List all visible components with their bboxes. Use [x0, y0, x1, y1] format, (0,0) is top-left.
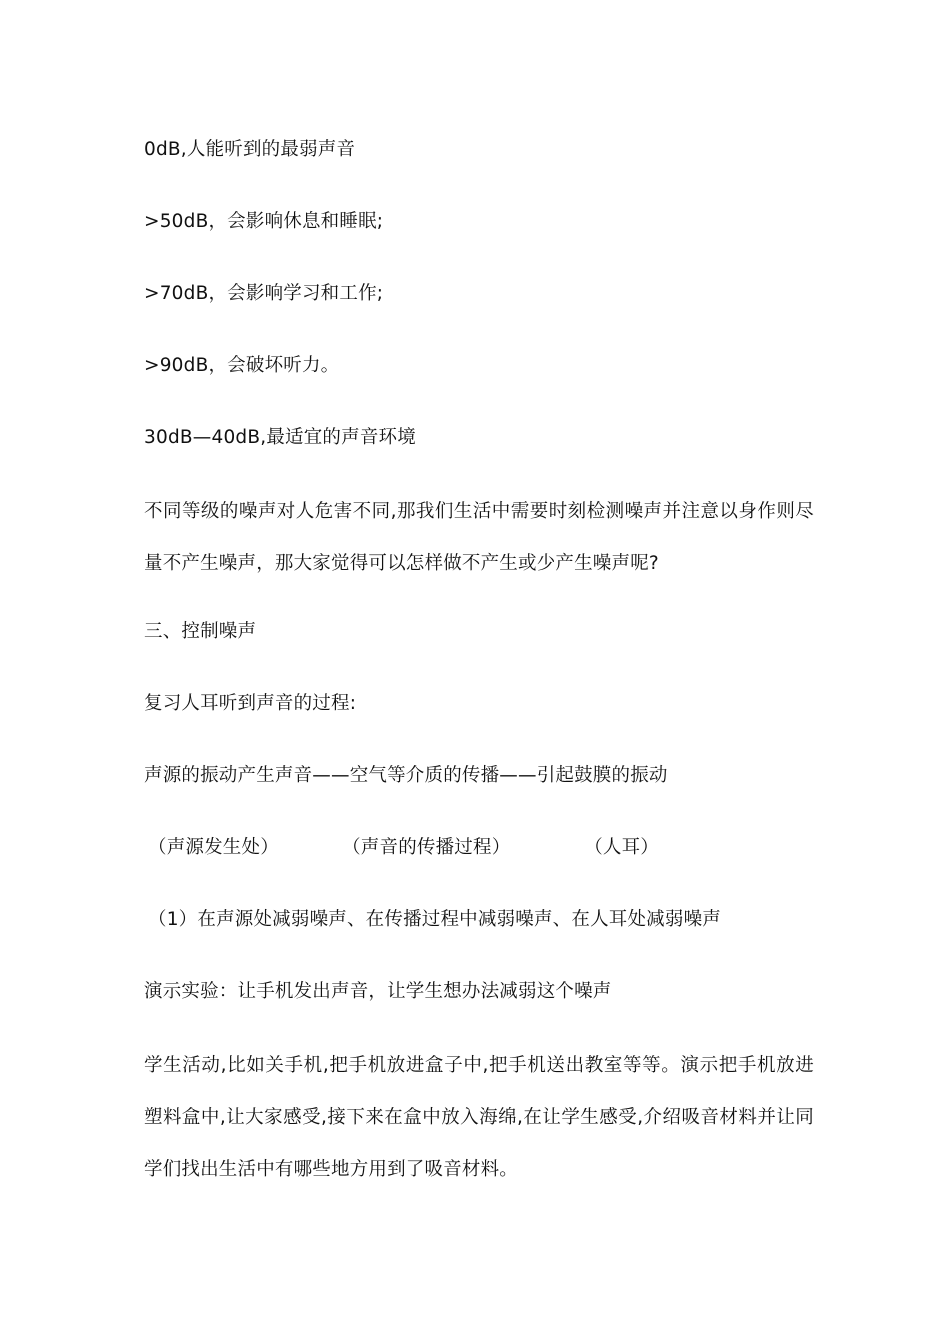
- process-labels-row: [148, 836, 659, 860]
- student-activity-paragraph: 学生活动,比如关手机,把手机放进盒子中,把手机送出教室等等。演示把手机放进塑料盒中,让大家感受,接下来在盒中放入海绵,在让学生感受,介绍吸音材料并让同学们找出生活中有哪些地方用到了吸音材料。: [144, 1055, 814, 1180]
- process-label-source: （声源发生处）: [148, 837, 279, 858]
- noise-harm-paragraph: 不同等级的噪声对人危害不同,那我们生活中需要时刻检测噪声并注意以身作则尽量不产生噪声，那大家觉得可以怎样做不产生或少产生噪声呢?: [144, 501, 814, 574]
- decibel-line-optimal: 30dB—40dB,最适宜的声音环境: [144, 427, 416, 448]
- decibel-line-0db: 0dB,人能听到的最弱声音: [144, 139, 356, 160]
- process-label-ear: （人耳）: [584, 837, 659, 858]
- decibel-line-90db: >90dB，会破坏听力。: [144, 355, 340, 376]
- demo-experiment-line: 演示实验：让手机发出声音，让学生想办法减弱这个噪声: [144, 981, 612, 1002]
- noise-reduction-methods: （1）在声源处减弱噪声、在传播过程中减弱噪声、在人耳处减弱噪声: [148, 909, 721, 930]
- process-label-transmission: （声音的传播过程）: [342, 837, 511, 858]
- decibel-line-50db: >50dB，会影响休息和睡眠;: [144, 211, 384, 232]
- sound-process-line: 声源的振动产生声音——空气等介质的传播——引起鼓膜的振动: [144, 765, 668, 786]
- review-line: 复习人耳听到声音的过程:: [144, 693, 357, 714]
- decibel-line-70db: >70dB，会影响学习和工作;: [144, 283, 384, 304]
- section-heading: 三、控制噪声: [144, 621, 257, 642]
